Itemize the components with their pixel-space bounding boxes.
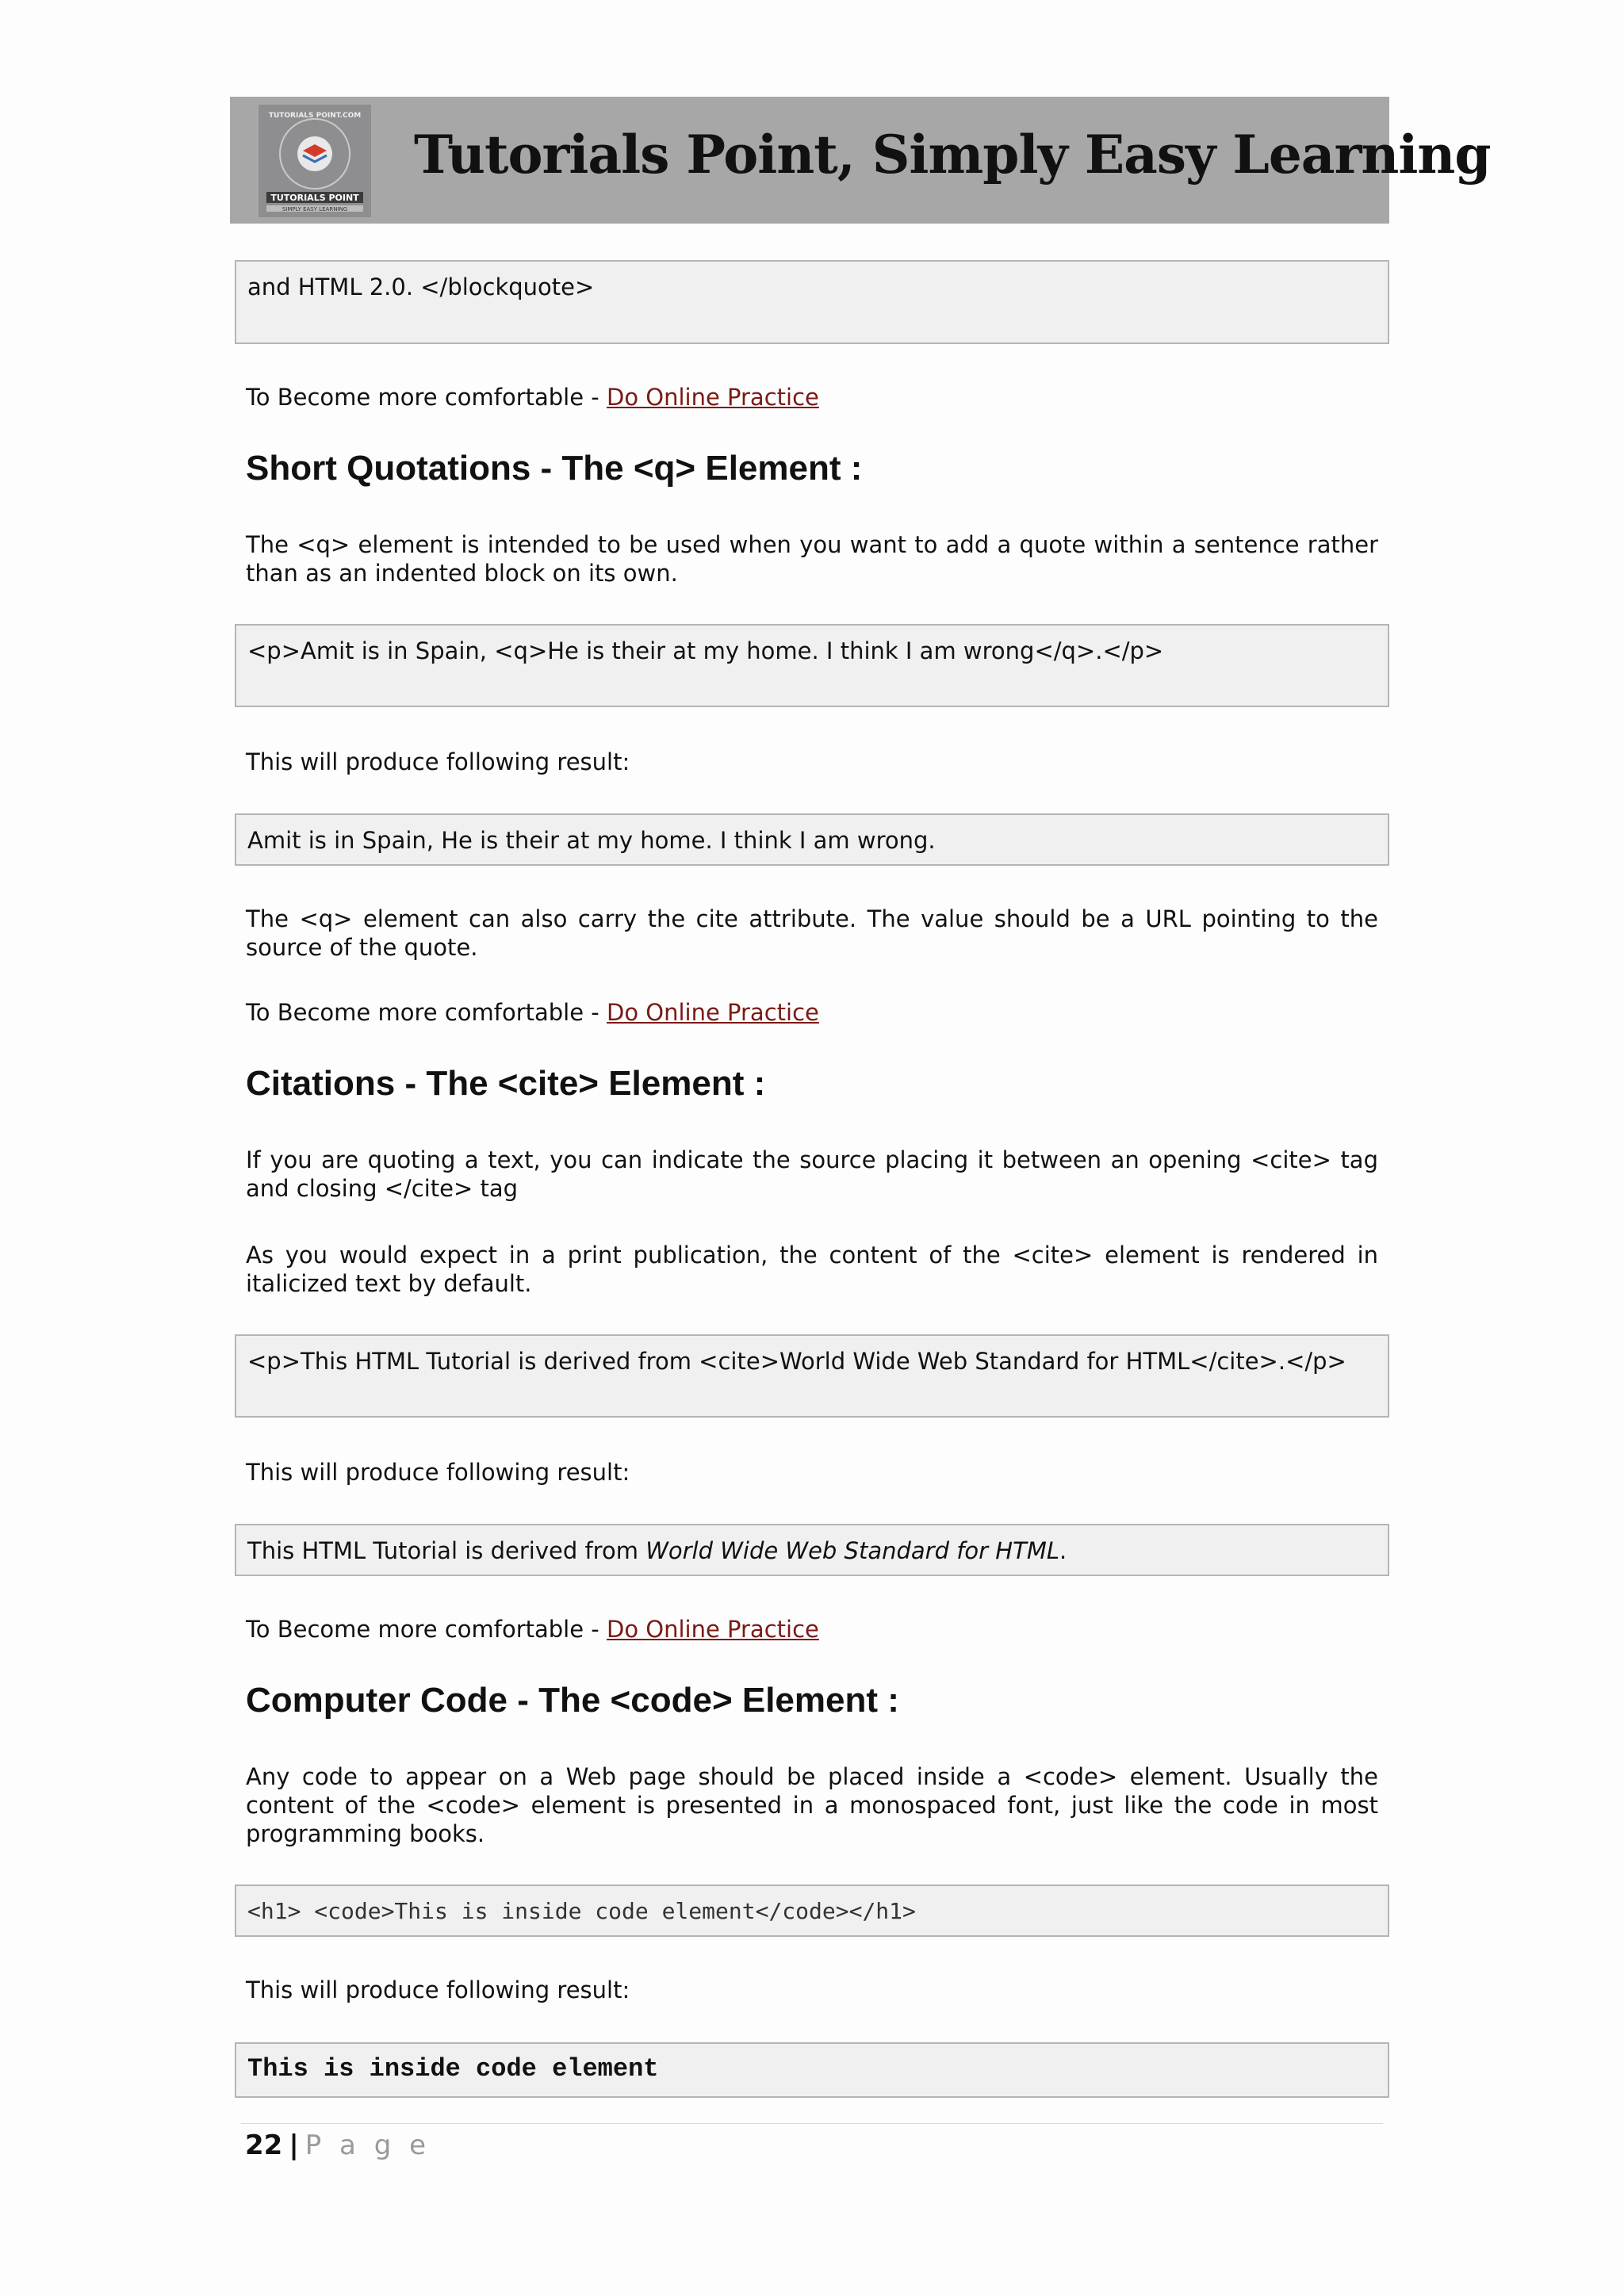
result-text-suffix: . <box>1059 1537 1067 1564</box>
logo-brand-text: TUTORIALS POINT <box>270 193 359 203</box>
logo-tagline-text: SIMPLY EASY LEARNING <box>282 206 348 212</box>
footer-separator: | <box>289 2130 299 2161</box>
page-footer <box>245 2130 431 2161</box>
result-text-cite: World Wide Web Standard for HTML <box>645 1537 1060 1564</box>
page-label: P a g e <box>304 2130 431 2161</box>
practice-line-3 <box>246 1615 1378 1644</box>
code-text: and HTML 2.0. </blockquote> <box>247 274 595 300</box>
code-box-q-example <box>235 624 1389 707</box>
paragraph-cite-intro-2: As you would expect in a print publication, the content of the <cite> element is rendered in italicized text by default. <box>246 1242 1378 1297</box>
result-text: This is inside code element <box>247 2054 659 2084</box>
page-number: 22 <box>245 2130 283 2161</box>
result-box-code <box>235 2042 1389 2098</box>
paragraph-cite-intro-1: If you are quoting a text, you can indicate the source placing it between an opening <cite> tag and closing </cite> tag <box>246 1146 1378 1202</box>
practice-prefix: To Become more comfortable - <box>246 384 607 411</box>
heading-citations: Citations - The <cite> Element : <box>246 1064 766 1103</box>
result-text: Amit is in Spain, He is their at my home. I think I am wrong. <box>247 827 936 854</box>
code-text: <h1> <code>This is inside code element</code></h1> <box>247 1898 916 1924</box>
code-box-blockquote-end <box>235 260 1389 344</box>
paragraph-code-intro: Any code to appear on a Web page should be placed inside a <code> element. Usually the content of the <code> element is presented in a monospaced font, just like the code in most programming books. <box>246 1763 1378 1847</box>
paragraph-q-intro: The <q> element is intended to be used when you want to add a quote within a sentence rather than as an indented block on its own. <box>246 531 1378 587</box>
footer-divider <box>241 2123 1383 2124</box>
result-box-cite <box>235 1524 1389 1576</box>
code-box-cite-example <box>235 1334 1389 1418</box>
practice-prefix: To Become more comfortable - <box>246 1616 607 1643</box>
do-online-practice-link-1[interactable]: Do Online Practice <box>606 384 819 411</box>
result-box-q <box>235 813 1389 866</box>
practice-prefix: To Become more comfortable - <box>246 999 607 1026</box>
practice-line-1 <box>246 383 1378 411</box>
code-text: <p>Amit is in Spain, <q>He is their at my home. I think I am wrong</q>.</p> <box>247 637 1164 664</box>
do-online-practice-link-3[interactable]: Do Online Practice <box>606 1616 819 1643</box>
logo-icon <box>259 105 371 217</box>
page-header <box>230 97 1491 224</box>
tutorialspoint-logo <box>259 105 371 217</box>
code-box-code-example <box>235 1885 1389 1937</box>
practice-line-2 <box>246 998 1378 1027</box>
result-text-prefix: This HTML Tutorial is derived from <box>247 1537 646 1564</box>
result-label-cite: This will produce following result: <box>246 1459 630 1486</box>
site-title: Tutorials Point, Simply Easy Learning <box>414 124 1491 186</box>
logo-top-text: TUTORIALS POINT.COM <box>268 112 362 120</box>
heading-short-quotations: Short Quotations - The <q> Element : <box>246 449 863 488</box>
do-online-practice-link-2[interactable]: Do Online Practice <box>606 999 819 1026</box>
code-text: <p>This HTML Tutorial is derived from <cite>World Wide Web Standard for HTML</cite>.</p> <box>247 1348 1346 1375</box>
result-label-q: This will produce following result: <box>246 748 630 775</box>
result-label-code: This will produce following result: <box>246 1976 630 2003</box>
paragraph-q-cite: The <q> element can also carry the cite attribute. The value should be a URL pointing to the source of the quote. <box>246 905 1378 961</box>
heading-computer-code: Computer Code - The <code> Element : <box>246 1681 899 1720</box>
